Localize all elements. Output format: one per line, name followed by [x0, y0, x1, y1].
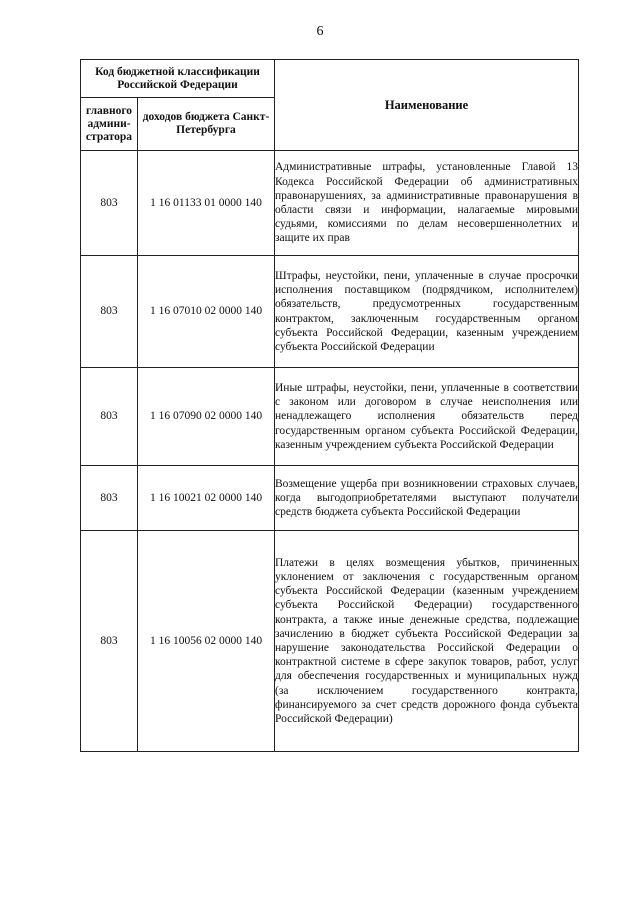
income-code-cell: 1 16 07090 02 0000 140: [138, 368, 275, 466]
name-cell: [275, 531, 579, 752]
budget-classification-table: [80, 59, 579, 752]
name-cell: [275, 466, 579, 531]
header-classification-code: Код бюджетной классификации Российской Федерации: [81, 60, 275, 98]
name-cell: [275, 368, 579, 466]
name-text: Возмещение ущерба при возникновении страховых случаев, когда выгодоприобретателями выступают получатели средств бюджета субъекта Российской Федерации: [275, 477, 578, 519]
table-row: [81, 368, 579, 466]
income-code-cell: 1 16 10021 02 0000 140: [138, 466, 275, 531]
admin-code-cell: 803: [81, 151, 138, 256]
name-text: Штрафы, неустойки, пени, уплаченные в случае просрочки исполнения поставщиком (подрядчиком, исполнителем) обязательств, предусмотренных государственным контрактом, заключенным государственным органом субъекта Российской Федерации, казенным учреждением субъекта Российской Федерации: [275, 269, 578, 353]
income-code-cell: 1 16 10056 02 0000 140: [138, 531, 275, 752]
admin-code-cell: 803: [81, 531, 138, 752]
name-text: Иные штрафы, неустойки, пени, уплаченные в соответствии с законом или договором в случае неисполнения или ненадлежащего исполнения обязательств перед государственным органом субъекта Российской Федерации, казенным учреждением субъекта Российской Федерации: [275, 381, 578, 451]
name-cell: [275, 151, 579, 256]
table-row: [81, 531, 579, 752]
header-name: Наименование: [275, 60, 579, 151]
income-code-cell: 1 16 07010 02 0000 140: [138, 256, 275, 368]
page-number: 6: [316, 24, 324, 39]
admin-code-cell: 803: [81, 368, 138, 466]
header-main-administrator: главного админи-стратора: [81, 98, 138, 151]
table-row: [81, 466, 579, 531]
name-text: Платежи в целях возмещения убытков, причиненных уклонением от заключения с государственным органом субъекта Российской Федерации (казенным учреждением субъекта Российской Федерации) государственного контракта, а также иные денежные средства, подлежащие зачислению в бюджет субъекта Российской Федерации за нарушение законодательства Российской Федерации о контрактной системе в сфере закупок товаров, работ, услуг для обеспечения государственных и муниципальных нужд (за исключением государственного контракта, финансируемого за счет средств дорожного фонда субъекта Российской Федерации): [275, 556, 578, 726]
income-code-cell: 1 16 01133 01 0000 140: [138, 151, 275, 256]
admin-code-cell: 803: [81, 256, 138, 368]
table-header-row: [81, 60, 579, 98]
admin-code-cell: 803: [81, 466, 138, 531]
name-text: Административные штрафы, установленные Главой 13 Кодекса Российской Федерации об административных правонарушениях, за административные правонарушения в области связи и информации, налагаемые мировыми судьями, комиссиями по делам несовершеннолетних и защите их прав: [275, 161, 578, 245]
table-row: [81, 256, 579, 368]
header-income-code: доходов бюджета Санкт-Петербурга: [138, 98, 275, 151]
table-row: [81, 151, 579, 256]
name-cell: [275, 256, 579, 368]
